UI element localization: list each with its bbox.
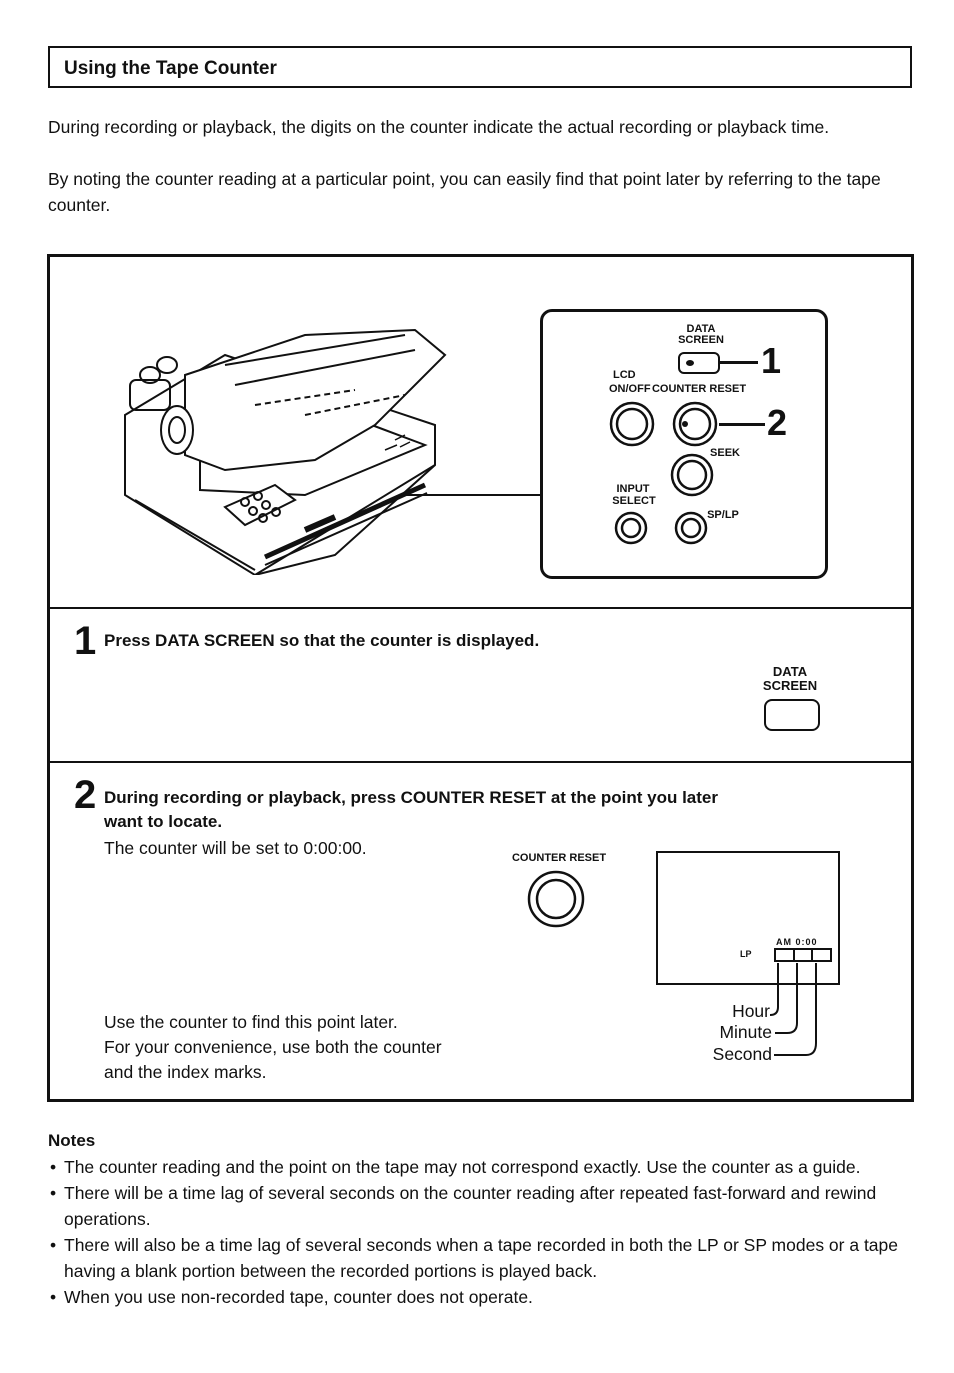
step1-number: 1 bbox=[74, 619, 97, 663]
input-select-label-line2: SELECT bbox=[612, 495, 656, 507]
counter-hour-digit bbox=[776, 950, 795, 960]
lcd-label-line2: ON/OFF bbox=[609, 383, 651, 395]
counter-second-digit bbox=[813, 950, 830, 960]
step1-instruction: Press DATA SCREEN so that the counter is displayed. bbox=[104, 631, 540, 650]
counter-minute-digit bbox=[795, 950, 814, 960]
data-screen-label-line1: DATA bbox=[686, 323, 716, 335]
step1-button-label-line1: DATA bbox=[772, 664, 808, 679]
step2-instruction-line1: During recording or playback, press COUNTER RESET at the point you later bbox=[104, 788, 718, 807]
step2-hint-line3: and the index marks. bbox=[104, 1062, 267, 1082]
callout-number-1: 1 bbox=[761, 340, 782, 381]
input-select-label-line1: INPUT bbox=[616, 483, 650, 495]
lcd-label-line1: LCD bbox=[613, 369, 636, 381]
step2-counter-reset-button[interactable] bbox=[526, 869, 586, 929]
step2-number: 2 bbox=[74, 773, 97, 817]
lcd-onoff-button[interactable] bbox=[608, 400, 656, 448]
note-item: • When you use non-recorded tape, counter does not operate. bbox=[48, 1284, 928, 1310]
callout-line-2 bbox=[719, 423, 765, 426]
callout-leader-line bbox=[450, 494, 540, 496]
legend-hour: Hour bbox=[732, 1001, 770, 1021]
callout-number-2: 2 bbox=[767, 402, 788, 443]
step2-hint-line2: For your convenience, use both the counter bbox=[104, 1037, 442, 1057]
divider-step1 bbox=[50, 607, 911, 609]
counter-reset-panel-label: COUNTER RESET bbox=[651, 383, 747, 395]
note-item: • There will also be a time lag of several seconds when a tape recorded in both the LP or SP modes or a tape having a blank portion between the recorded portions is played back. bbox=[48, 1232, 928, 1284]
legend-minute: Minute bbox=[719, 1022, 772, 1042]
lcd-time-indicator: AM 0:00 bbox=[776, 937, 818, 947]
seek-label: SEEK bbox=[710, 447, 740, 459]
notes-title: Notes bbox=[48, 1131, 96, 1150]
section-title-box bbox=[48, 46, 912, 88]
step2-counter-reset-label: COUNTER RESET bbox=[511, 852, 607, 864]
lcd-mode-indicator: LP bbox=[740, 949, 752, 959]
callout-line-1 bbox=[720, 361, 758, 364]
button-panel-inset bbox=[540, 309, 828, 579]
step2-result-text: The counter will be set to 0:00:00. bbox=[104, 838, 367, 858]
data-screen-label-line2: SCREEN bbox=[678, 334, 724, 346]
counter-reset-panel-button[interactable] bbox=[671, 400, 719, 448]
step1-button-label-line2: SCREEN bbox=[762, 678, 818, 693]
section-title: Using the Tape Counter bbox=[64, 58, 277, 79]
notes-list bbox=[48, 1154, 928, 1310]
data-screen-button[interactable] bbox=[678, 352, 720, 374]
lcd-counter-digits bbox=[774, 948, 832, 962]
button-press-dot-icon bbox=[686, 360, 694, 366]
instruction-frame bbox=[47, 254, 914, 1102]
step2-hint-line1: Use the counter to find this point later. bbox=[104, 1012, 398, 1032]
camcorder-illustration bbox=[105, 295, 450, 575]
legend-second: Second bbox=[712, 1044, 772, 1064]
input-select-button[interactable] bbox=[613, 510, 649, 546]
sp-lp-label: SP/LP bbox=[707, 509, 739, 521]
notes-section bbox=[48, 1128, 928, 1310]
step2-instruction-line2: want to locate. bbox=[104, 812, 223, 831]
divider-step2 bbox=[50, 761, 911, 763]
intro-paragraph-2: By noting the counter reading at a particular point, you can easily find that point later by referring to the tape counter. bbox=[48, 169, 881, 215]
note-item: • There will be a time lag of several seconds on the counter reading after repeated fast-forward and rewind operations. bbox=[48, 1180, 928, 1232]
note-item: • The counter reading and the point on the tape may not correspond exactly. Use the counter as a guide. bbox=[48, 1154, 928, 1180]
intro-paragraph-1: During recording or playback, the digits on the counter indicate the actual recording or playback time. bbox=[48, 117, 830, 137]
step1-data-screen-button[interactable] bbox=[764, 699, 820, 731]
